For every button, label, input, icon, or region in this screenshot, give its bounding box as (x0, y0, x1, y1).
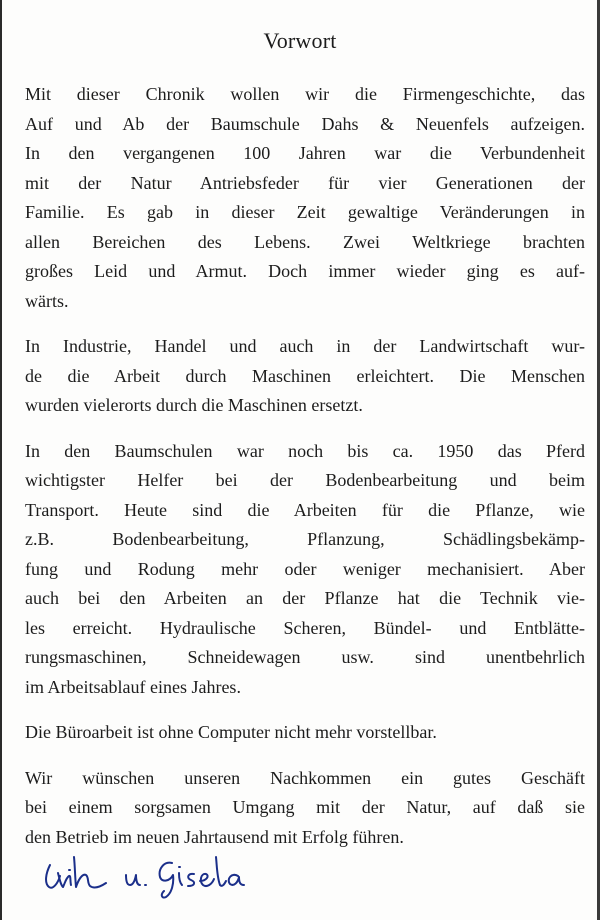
text-line: In Industrie, Handel und auch in der Landwirtschaft wur- (25, 336, 585, 356)
text-line: les erreicht. Hydraulische Scheren, Bündel- und Entblätte- (25, 617, 585, 638)
text-line: wärts. (25, 290, 69, 311)
paragraph-industry (25, 332, 585, 421)
handwritten-signature (40, 843, 270, 903)
signature-first-name-stroke (74, 857, 106, 887)
text-line: fung und Rodung mehr oder weniger mechanisiert. Aber (25, 558, 585, 579)
paragraph-intro (25, 80, 585, 316)
signature-last-name-stroke (229, 875, 244, 885)
signature-conjunction (126, 875, 140, 885)
page-left-edge (0, 0, 2, 920)
text-line: Wir wünschen unseren Nachkommen ein gutes Geschäft (25, 767, 585, 788)
signature-last-name-stroke (160, 863, 174, 898)
paragraph-office (25, 718, 585, 748)
signature-last-name-stroke (200, 874, 214, 886)
text-line: wurden vielerorts durch die Maschinen ersetzt. (25, 395, 363, 415)
signature-last-name-stroke (179, 873, 182, 885)
text-line: mit der Natur Antriebsfeder für vier Generationen der (25, 172, 585, 193)
paragraph-wishes (25, 764, 585, 853)
text-line: In den vergangenen 100 Jahren war die Verbundenheit (25, 143, 585, 163)
text-line: z.B. Bodenbearbeitung, Pflanzung, Schädlingsbekämp- (25, 529, 585, 549)
text-line: Mit dieser Chronik wollen wir die Firmengeschichte, das (25, 84, 585, 104)
paragraph-nurseries (25, 437, 585, 703)
text-line: im Arbeitsablauf eines Jahres. (25, 676, 241, 697)
document-body (25, 80, 585, 868)
text-line: rungsmaschinen, Schneidewagen usw. sind unentbehrlich (25, 647, 585, 667)
text-line: Die Büroarbeit ist ohne Computer nicht mehr vorstellbar. (25, 722, 437, 742)
text-line: den Betrieb im neuen Jahrtausend mit Erfolg führen. (25, 826, 404, 847)
text-line: wichtigster Helfer bei der Bodenbearbeitung und beim (25, 470, 585, 490)
text-line: Transport. Heute sind die Arbeiten für die Pflanze, wie (25, 499, 585, 520)
text-line: großes Leid und Armut. Doch immer wieder ging es auf- (25, 261, 585, 281)
signature-last-name-stroke (216, 857, 226, 886)
text-line: In den Baumschulen war noch bis ca. 1950 das Pferd (25, 440, 585, 461)
text-line: Auf und Ab der Baumschule Dahs & Neuenfels aufzeigen. (25, 113, 585, 134)
text-line: de die Arbeit durch Maschinen erleichtert. Die Menschen (25, 365, 585, 386)
text-line: Familie. Es gab in dieser Zeit gewaltige Veränderungen in (25, 202, 585, 222)
text-line: auch bei den Arbeiten an der Pflanze hat die Technik vie- (25, 588, 585, 608)
signature-last-name-stroke (188, 874, 194, 886)
page-title: Vorwort (263, 28, 337, 53)
text-line: allen Bereichen des Lebens. Zwei Weltkriege brachten (25, 231, 585, 252)
text-line: bei einem sorgsamen Umgang mit der Natur, auf daß sie (25, 797, 585, 817)
